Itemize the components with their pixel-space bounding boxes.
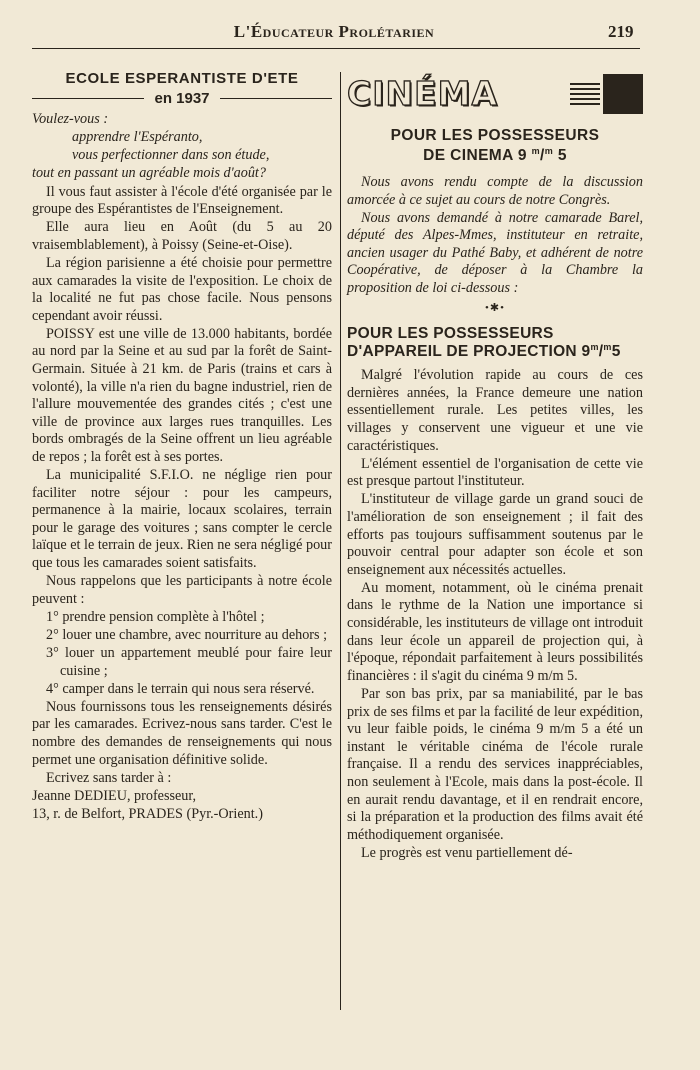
banner-block (603, 74, 643, 114)
esperanto-article-subtitle: en 1937 (154, 89, 210, 107)
unit-sup: m (603, 342, 612, 353)
list-item: 4° camper dans le terrain qui nous sera réservé. (46, 680, 315, 697)
list-item: 3° louer un appartement meublé pour faire leur cuisine ; (46, 645, 332, 679)
paragraph: Au moment, notamment, où le cinéma prenait dans le rythme de la Nation une importance si considérable, les instituteurs de village ont introduit dans leur école un appareil de projection qui, à l'époque, répondait parfaitement à leurs possibilités financières : il s'agit du cinéma 9 m/m 5. (347, 579, 643, 684)
paragraph: La municipalité S.F.I.O. ne néglige rien pour faciliter notre séjour : pour les campeurs, permanence à la mairie, locaux scolaires, terrain pour le garage des voitures ; sans compter le cercle laïque et le terrain de jeux. Rien ne sera négligé pour que tous les camarades soient satisfaits. (32, 467, 332, 572)
title-rule-right (220, 98, 332, 99)
paragraph: POISSY est une ville de 13.000 habitants, bordée au nord par la Seine et au sud par la forêt de Saint-Germain. Située à 21 km. de Paris (trains et cars à volonté), la ville n'a rien du bagne industriel, rien de l'allure mouvementée des grandes cités ; c'est une ville de province aux larges rues tranquilles. Les bords ombragés de la Seine offrent un lieu agréable de repos ; la forêt est à ses portes. (32, 325, 332, 465)
paragraph: Nous rappelons que les participants à notre école peuvent : (32, 573, 332, 607)
cinema-banner (347, 70, 643, 118)
paragraph: Nous fournissons tous les renseignements désirés par les camarades. Ecrivez-nous sans tarder. C'est le nombre des demandes de renseignements qui nous permet une organisation définitive solide. (32, 698, 332, 768)
journal-title: L'Éducateur Prolétarien (233, 22, 435, 41)
banner-stripes (570, 83, 600, 105)
heading-text: D'APPAREIL DE PROJECTION 9 (347, 343, 591, 361)
cinema-heading-line1: POUR LES POSSESSEURS (390, 127, 600, 144)
esperanto-article-title: ECOLE ESPERANTISTE D'ETE (65, 70, 299, 87)
unit-end: 5 (553, 147, 567, 164)
unit-end: 5 (611, 343, 621, 361)
header-rule (32, 48, 640, 49)
intro-line: tout en passant un agréable mois d'août? (32, 165, 266, 182)
paragraph: Il vous faut assister à l'école d'été organisée par le groupe des Espérantistes de l'Enseignement. (32, 183, 332, 218)
section-ornament: •✱• (485, 301, 505, 314)
list-item: 1° prendre pension complète à l'hôtel ; (46, 608, 265, 625)
intro-line: vous perfectionner dans son étude, (72, 147, 270, 164)
intro-paragraph: Nous avons demandé à notre camarade Barel, député des Alpes-Mmes, instituteur en retraite, ancien usager du Pathé Baby, et adhérent de notre Coopérative, de déposer à la Chambre la proposition de loi ci-dessous : (347, 209, 643, 297)
paragraph: L'instituteur de village garde un grand souci de l'amélioration de son enseignement ; il fait des efforts pas toujours suffisamment soutenus par le pouvoir central pour adapter son école et son enseignement aux nécessités actuelles. (347, 491, 643, 578)
page-number: 219 (608, 22, 634, 41)
unit-slash: / (540, 147, 545, 164)
projection-heading-line2 (347, 343, 643, 361)
paragraph: La région parisienne a été choisie pour permettre aux camarades la visite de l'exposition. Le choix de la localité ne fut pas chose facile. Nous pensons cependant avoir réussi. (32, 254, 332, 324)
cinema-banner-title: CINÉMA (347, 74, 499, 114)
intro-verse (32, 111, 332, 183)
intro-paragraph: Nous avons rendu compte de la discussion amorcée à ce sujet au cours de notre Congrès. (347, 174, 643, 208)
cinema-heading-line2 (347, 146, 643, 166)
projection-heading-line1: POUR LES POSSESSEURS (347, 325, 554, 343)
unit-sup: m (590, 342, 599, 353)
left-column (32, 70, 332, 824)
paragraph: Le progrès est venu partiellement dé- (361, 844, 573, 861)
paragraph: Elle aura lieu en Août (du 5 au 20 vraisemblablement), à Poissy (Seine-et-Oise). (32, 219, 332, 253)
list-item: 2° louer une chambre, avec nourriture au dehors ; (46, 626, 328, 643)
unit-sup: m (531, 145, 540, 156)
title-rule-left (32, 98, 144, 99)
paragraph: Malgré l'évolution rapide au cours de ces dernières années, la France demeure une nation essentiellement rurale. Les petites villes, les villages y conservent une vigueur et une vie caractéristiques. (347, 367, 643, 454)
contact-name: Jeanne DEDIEU, professeur, (32, 787, 197, 804)
paragraph: L'élément essentiel de l'organisation de cette vie est presque partout l'instituteur. (347, 455, 643, 490)
cinema-heading (347, 126, 643, 166)
esperanto-article-subtitle-row (32, 90, 332, 108)
unit-slash: / (598, 343, 604, 361)
paragraph: Par son bas prix, par sa maniabilité, par le bas prix de ses films et par la facilité de leur expédition, vu leur faible poids, le cinéma 9 m/m 5 a été un instant le véritable cinéma de l'école rurale française. Il a rendu des services inappréciables, non seulement à l'Ecole, mais dans la post-école. Il en aurait rendu davantage, et il en rendrait encore, si la préparation et la production des films avait été méthodiquement organisée. (347, 685, 643, 843)
unit-sup: m (544, 145, 554, 156)
write-to: Ecrivez sans tarder à : (46, 769, 172, 786)
banner-ornament (570, 74, 643, 114)
intro-line: apprendre l'Espéranto, (72, 129, 203, 146)
intro-line: Voulez-vous : (32, 111, 109, 128)
right-column (347, 70, 643, 863)
projection-heading (347, 325, 643, 361)
column-divider (340, 72, 341, 1010)
contact-address: 13, r. de Belfort, PRADES (Pyr.-Orient.) (32, 805, 263, 822)
heading-text: DE CINEMA 9 (423, 147, 527, 164)
